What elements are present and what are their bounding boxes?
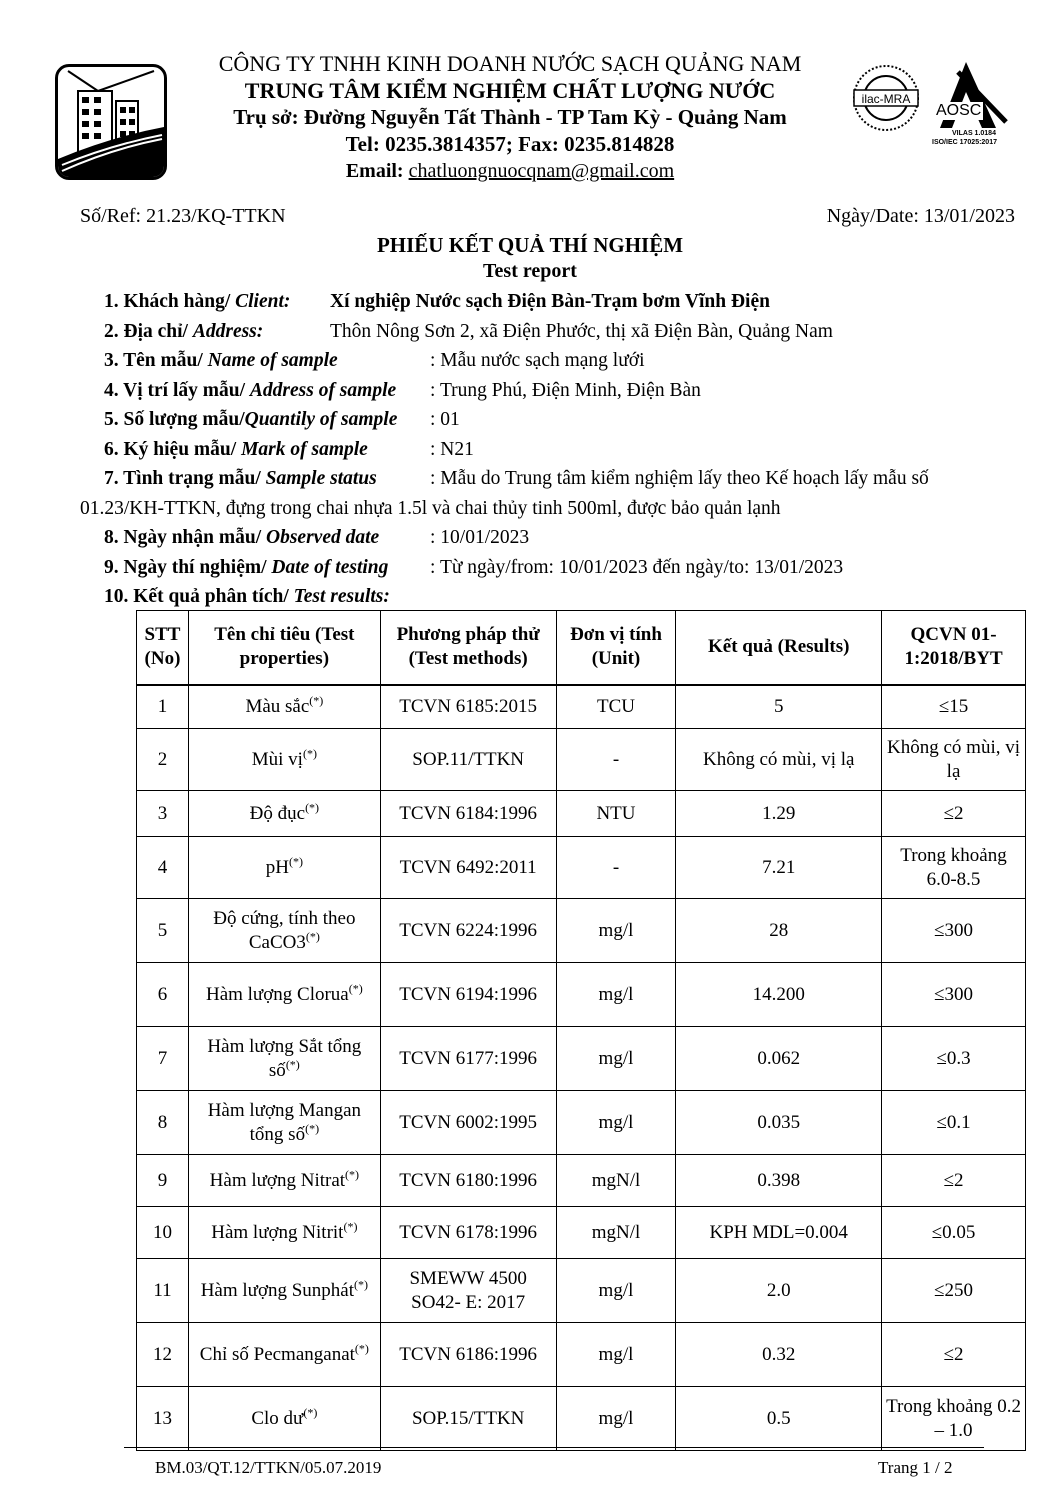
sample-info bbox=[80, 287, 1004, 612]
test-method: TCVN 6002:1995 bbox=[380, 1091, 556, 1155]
unit: NTU bbox=[556, 791, 676, 837]
unit: mg/l bbox=[556, 1387, 676, 1451]
result-value: Không có mùi, vị lạ bbox=[676, 729, 882, 791]
accredited-mark: (*) bbox=[305, 1121, 320, 1136]
result-value: 0.398 bbox=[676, 1155, 882, 1207]
test-method: SOP.11/TTKN bbox=[380, 729, 556, 791]
info-row-mark: 6. Ký hiệu mẫu/ Mark of sample : N21 bbox=[104, 435, 1004, 465]
header-method: Phương pháp thử (Test methods) bbox=[380, 611, 556, 685]
info-row-testing-date: 9. Ngày thí nghiệm/ Date of testing : Từ ngày/from: 10/01/2023 đến ngày/to: 13/01/2023 bbox=[104, 553, 1004, 583]
header-stt: STT (No) bbox=[137, 611, 189, 685]
aosc-text: AOSC bbox=[936, 102, 982, 119]
result-value: KPH MDL=0.004 bbox=[676, 1207, 882, 1259]
client-value: Xí nghiệp Nước sạch Điện Bàn-Trạm bơm Vĩnh Điện bbox=[330, 291, 770, 312]
result-value: 28 bbox=[676, 899, 882, 963]
sample-name-value: : Mẫu nước sạch mạng lưới bbox=[430, 350, 645, 371]
test-method: SMEWW 4500 SO42- E: 2017 bbox=[380, 1259, 556, 1323]
report-title: PHIẾU KẾT QUẢ THÍ NGHIỆM bbox=[376, 233, 684, 257]
accredited-mark: (*) bbox=[345, 1167, 360, 1182]
table-row bbox=[137, 791, 1026, 837]
info-row-sample-address: 4. Vị trí lấy mẫu/ Address of sample : Trung Phú, Điện Minh, Điện Bàn bbox=[104, 376, 1004, 406]
unit: mg/l bbox=[556, 1259, 676, 1323]
test-method: TCVN 6492:2011 bbox=[380, 837, 556, 899]
info-row-address: 2. Địa chỉ/ Address: Thôn Nông Sơn 2, xã Điện Phước, thị xã Điện Bàn, Quảng Nam bbox=[104, 317, 1004, 347]
row-number: 8 bbox=[137, 1091, 189, 1155]
row-number: 12 bbox=[137, 1323, 189, 1387]
quantity-value: : 01 bbox=[430, 409, 460, 430]
test-method: TCVN 6178:1996 bbox=[380, 1207, 556, 1259]
company-logo bbox=[55, 64, 167, 180]
row-number: 2 bbox=[137, 729, 189, 791]
table-row bbox=[137, 837, 1026, 899]
accredited-mark: (*) bbox=[302, 746, 317, 761]
company-name: CÔNG TY TNHH KINH DOANH NƯỚC SẠCH QUẢNG NAM bbox=[218, 51, 802, 76]
test-method: TCVN 6177:1996 bbox=[380, 1027, 556, 1091]
company-phone: Tel: 0235.3814357; Fax: 0235.814828 bbox=[345, 132, 675, 156]
property-name: Độ cứng, tính theo CaCO3(*) bbox=[188, 899, 380, 963]
test-method: TCVN 6185:2015 bbox=[380, 685, 556, 729]
sample-address-value: : Trung Phú, Điện Minh, Điện Bàn bbox=[430, 379, 701, 401]
table-row bbox=[137, 685, 1026, 729]
limit-value: Trong khoảng 0.2 – 1.0 bbox=[882, 1387, 1026, 1451]
table-row bbox=[137, 1155, 1026, 1207]
testing-date-value: : Từ ngày/from: 10/01/2023 đến ngày/to: 13/01/2023 bbox=[430, 556, 844, 578]
unit: TCU bbox=[556, 685, 676, 729]
row-number: 11 bbox=[137, 1259, 189, 1323]
result-value: 5 bbox=[676, 685, 882, 729]
accredited-mark: (*) bbox=[354, 1277, 369, 1292]
row-number: 9 bbox=[137, 1155, 189, 1207]
table-row bbox=[137, 1387, 1026, 1451]
property-name: Hàm lượng Sunphát(*) bbox=[188, 1259, 380, 1323]
row-number: 13 bbox=[137, 1387, 189, 1451]
limit-value: ≤0.05 bbox=[882, 1207, 1026, 1259]
company-email-line bbox=[180, 158, 840, 185]
property-name: Hàm lượng Nitrat(*) bbox=[188, 1155, 380, 1207]
row-number: 6 bbox=[137, 963, 189, 1027]
limit-value: Trong khoảng 6.0-8.5 bbox=[882, 837, 1026, 899]
info-row-sample-name: 3. Tên mẫu/ Name of sample : Mẫu nước sạch mạng lưới bbox=[104, 346, 1004, 376]
result-value: 0.5 bbox=[676, 1387, 882, 1451]
row-number: 4 bbox=[137, 837, 189, 899]
observed-date-value: : 10/01/2023 bbox=[430, 527, 530, 548]
accredited-mark: (*) bbox=[288, 854, 303, 869]
reference-number: Số/Ref: 21.23/KQ-TTKN bbox=[80, 205, 286, 227]
limit-value: ≤300 bbox=[882, 899, 1026, 963]
page-number: Trang 1 / 2 bbox=[878, 1458, 953, 1477]
form-code: BM.03/QT.12/TTKN/05.07.2019 bbox=[155, 1458, 382, 1477]
property-name: Mùi vị(*) bbox=[188, 729, 380, 791]
header-result: Kết quả (Results) bbox=[676, 611, 882, 685]
result-value: 0.32 bbox=[676, 1323, 882, 1387]
accredited-mark: (*) bbox=[348, 981, 363, 996]
test-method: SOP.15/TTKN bbox=[380, 1387, 556, 1451]
property-name: Màu sắc(*) bbox=[188, 685, 380, 729]
property-name: Độ đục(*) bbox=[188, 791, 380, 837]
info-row-status: 7. Tình trạng mẫu/ Sample status : Mẫu do Trung tâm kiểm nghiệm lấy theo Kế hoạch lấy mẫu số bbox=[104, 464, 1004, 494]
unit: mgN/l bbox=[556, 1155, 676, 1207]
row-number: 3 bbox=[137, 791, 189, 837]
accredited-mark: (*) bbox=[305, 929, 320, 944]
unit: mgN/l bbox=[556, 1207, 676, 1259]
row-number: 10 bbox=[137, 1207, 189, 1259]
accredited-mark: (*) bbox=[343, 1219, 358, 1234]
unit: mg/l bbox=[556, 1027, 676, 1091]
center-name: TRUNG TÂM KIỂM NGHIỆM CHẤT LƯỢNG NƯỚC bbox=[244, 78, 776, 103]
header-qcvn: QCVN 01-1:2018/BYT bbox=[882, 611, 1026, 685]
property-name: Chỉ số Pecmanganat(*) bbox=[188, 1323, 380, 1387]
limit-value: ≤300 bbox=[882, 963, 1026, 1027]
header-name: Tên chỉ tiêu (Test properties) bbox=[188, 611, 380, 685]
iso-text: ISO/IEC 17025:2017 bbox=[932, 139, 997, 146]
property-name: Hàm lượng Sắt tổng số(*) bbox=[188, 1027, 380, 1091]
property-name: Hàm lượng Mangan tổng số(*) bbox=[188, 1091, 380, 1155]
unit: mg/l bbox=[556, 963, 676, 1027]
result-value: 7.21 bbox=[676, 837, 882, 899]
header-unit: Đơn vị tính (Unit) bbox=[556, 611, 676, 685]
results-table bbox=[136, 610, 1026, 1451]
limit-value: ≤0.1 bbox=[882, 1091, 1026, 1155]
table-row bbox=[137, 729, 1026, 791]
table-row bbox=[137, 1259, 1026, 1323]
building-logo-icon bbox=[58, 67, 164, 177]
email-label: Email: bbox=[345, 160, 409, 182]
limit-value: ≤2 bbox=[882, 791, 1026, 837]
test-method: TCVN 6184:1996 bbox=[380, 791, 556, 837]
unit: - bbox=[556, 729, 676, 791]
unit: mg/l bbox=[556, 1323, 676, 1387]
limit-value: ≤2 bbox=[882, 1323, 1026, 1387]
row-number: 7 bbox=[137, 1027, 189, 1091]
address-value: Thôn Nông Sơn 2, xã Điện Phước, thị xã Điện Bàn, Quảng Nam bbox=[330, 320, 833, 342]
report-date: Ngày/Date: 13/01/2023 bbox=[826, 205, 1015, 227]
property-name: pH(*) bbox=[188, 837, 380, 899]
table-header-row bbox=[137, 611, 1026, 685]
status-value-continued: 01.23/KH-TTKN, đựng trong chai nhựa 1.5l và chai thủy tinh 500ml, được bảo quản lạnh bbox=[80, 497, 781, 519]
limit-value: ≤0.3 bbox=[882, 1027, 1026, 1091]
row-number: 5 bbox=[137, 899, 189, 963]
footer-divider bbox=[124, 1447, 984, 1448]
report-subtitle: Test report bbox=[483, 260, 577, 282]
accredited-mark: (*) bbox=[285, 1057, 300, 1072]
ilac-mra-text: ilac-MRA bbox=[861, 92, 911, 106]
accredited-mark: (*) bbox=[309, 693, 324, 708]
unit: mg/l bbox=[556, 899, 676, 963]
unit: mg/l bbox=[556, 1091, 676, 1155]
result-value: 2.0 bbox=[676, 1259, 882, 1323]
unit: - bbox=[556, 837, 676, 899]
report-title-block bbox=[0, 232, 1060, 284]
limit-value: ≤250 bbox=[882, 1259, 1026, 1323]
property-name: Hàm lượng Nitrit(*) bbox=[188, 1207, 380, 1259]
table-row bbox=[137, 899, 1026, 963]
limit-value: Không có mùi, vị lạ bbox=[882, 729, 1026, 791]
company-address: Trụ sở: Đường Nguyễn Tất Thành - TP Tam Kỳ - Quảng Nam bbox=[233, 105, 787, 129]
table-row bbox=[137, 1027, 1026, 1091]
row-number: 1 bbox=[137, 685, 189, 729]
result-value: 1.29 bbox=[676, 791, 882, 837]
result-value: 14.200 bbox=[676, 963, 882, 1027]
table-row bbox=[137, 1323, 1026, 1387]
info-row-test-results: 10. Kết quả phân tích/ Test results: bbox=[104, 586, 390, 607]
letterhead bbox=[180, 50, 840, 185]
table-body bbox=[137, 685, 1026, 1451]
test-method: TCVN 6180:1996 bbox=[380, 1155, 556, 1207]
limit-value: ≤2 bbox=[882, 1155, 1026, 1207]
table-row bbox=[137, 1207, 1026, 1259]
company-email[interactable]: chatluongnuocqnam@gmail.com bbox=[408, 160, 675, 182]
info-row-client: 1. Khách hàng/ Client: Xí nghiệp Nước sạch Điện Bàn-Trạm bơm Vĩnh Điện bbox=[104, 287, 1004, 317]
info-row-observed-date: 8. Ngày nhận mẫu/ Observed date : 10/01/2023 bbox=[104, 523, 1004, 553]
limit-value: ≤15 bbox=[882, 685, 1026, 729]
accredited-mark: (*) bbox=[305, 800, 320, 815]
accredited-mark: (*) bbox=[354, 1341, 369, 1356]
property-name: Clo dư(*) bbox=[188, 1387, 380, 1451]
accredited-mark: (*) bbox=[303, 1405, 318, 1420]
test-method: TCVN 6186:1996 bbox=[380, 1323, 556, 1387]
result-value: 0.035 bbox=[676, 1091, 882, 1155]
status-value: : Mẫu do Trung tâm kiểm nghiệm lấy theo Kế hoạch lấy mẫu số bbox=[430, 468, 929, 489]
table-row bbox=[137, 963, 1026, 1027]
test-method: TCVN 6194:1996 bbox=[380, 963, 556, 1027]
result-value: 0.062 bbox=[676, 1027, 882, 1091]
mark-value: : N21 bbox=[430, 438, 474, 460]
test-method: TCVN 6224:1996 bbox=[380, 899, 556, 963]
table-row bbox=[137, 1091, 1026, 1155]
property-name: Hàm lượng Clorua(*) bbox=[188, 963, 380, 1027]
accreditation-logos bbox=[848, 56, 1018, 156]
info-row-quantity: 5. Số lượng mẫu/Quantily of sample : 01 bbox=[104, 405, 1004, 435]
vilas-text: VILAS 1.0184 bbox=[952, 130, 996, 137]
